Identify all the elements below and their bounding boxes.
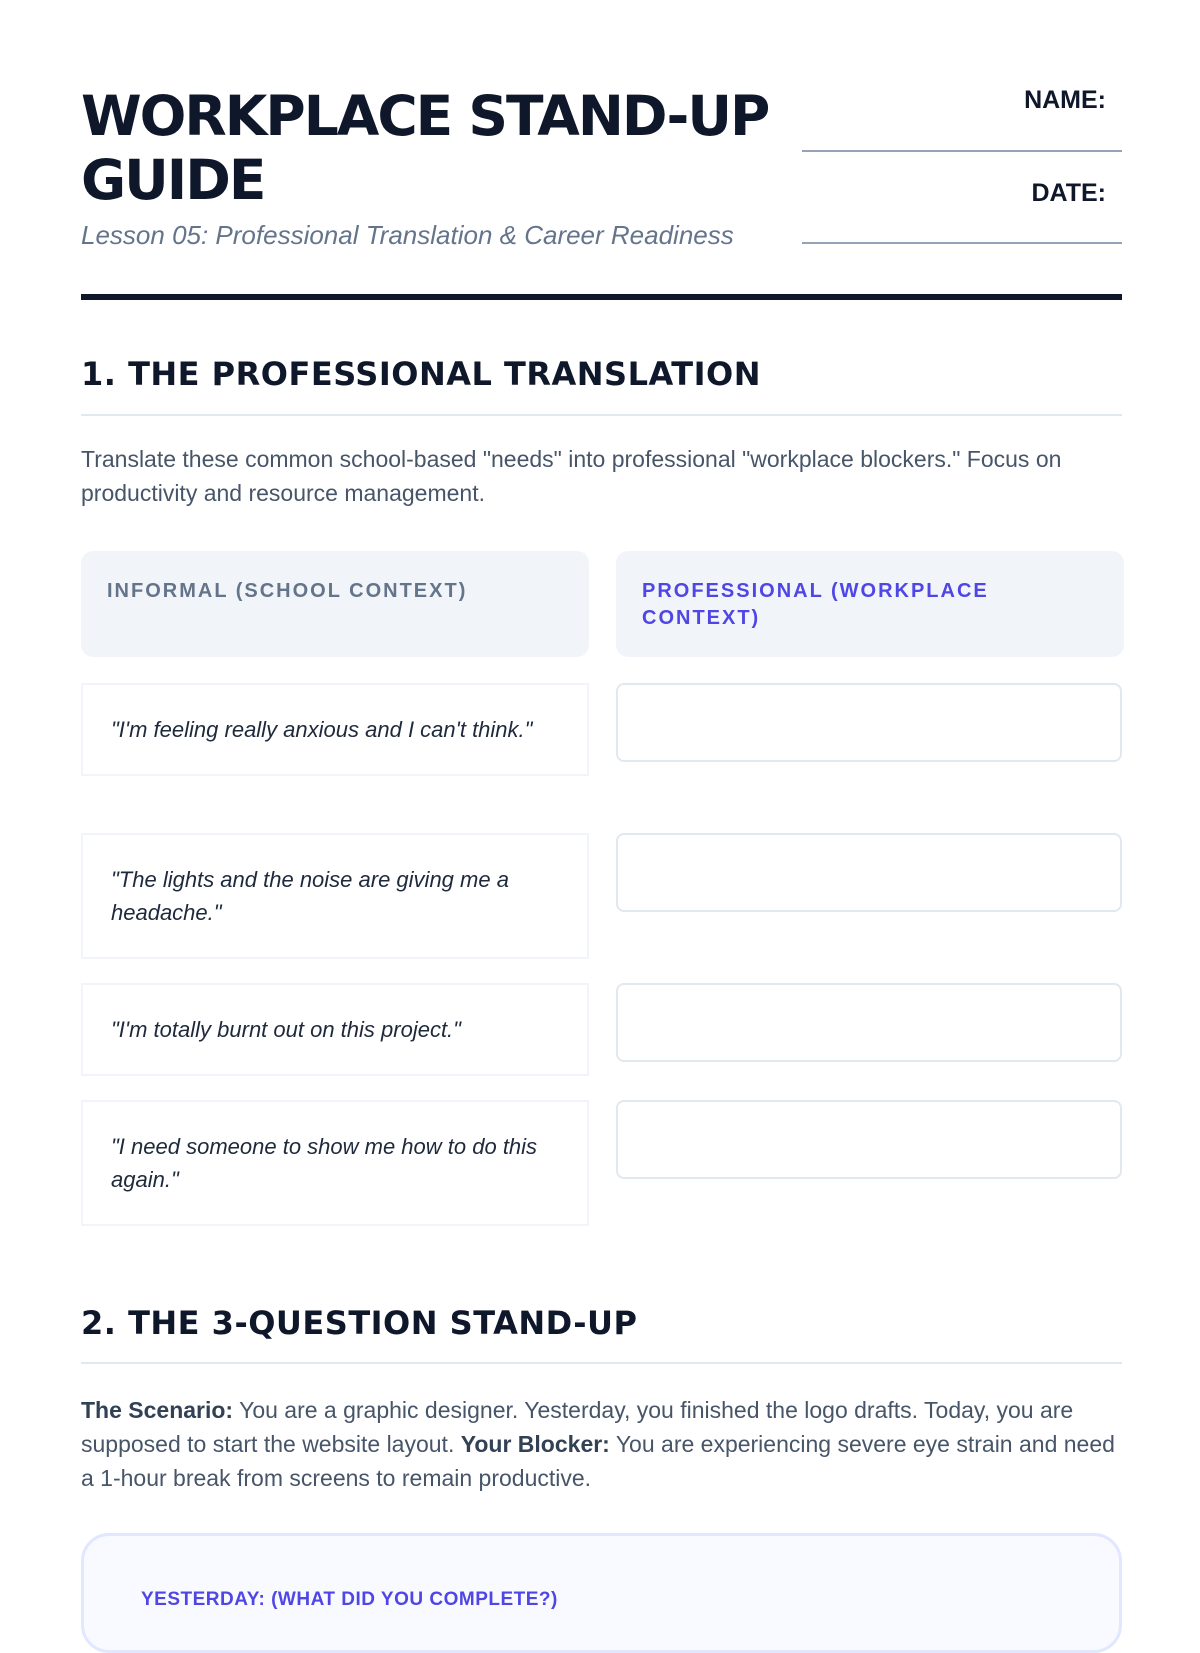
informal-phrase-cell: "I'm totally burnt out on this project." [81, 983, 589, 1076]
section-2-divider [81, 1362, 1122, 1364]
column-header-professional: PROFESSIONAL (WORKPLACE CONTEXT) [616, 551, 1124, 657]
yesterday-label: YESTERDAY: (WHAT DID YOU COMPLETE?) [141, 1589, 558, 1610]
informal-phrase-cell: "I need someone to show me how to do this again." [81, 1100, 589, 1226]
date-label: DATE: [1031, 179, 1106, 207]
name-field[interactable] [802, 150, 1122, 152]
blocker-label: Your Blocker: [460, 1431, 610, 1457]
informal-phrase-cell: "The lights and the noise are giving me a headache." [81, 833, 589, 959]
header-divider [81, 294, 1122, 300]
scenario-label: The Scenario: [81, 1397, 234, 1423]
section-1-title: 1. THE PROFESSIONAL TRANSLATION [81, 355, 761, 393]
date-field[interactable] [802, 242, 1122, 244]
column-header-informal: INFORMAL (SCHOOL CONTEXT) [81, 551, 589, 657]
blocker-text: You are experiencing severe eye strain and need a 1-hour break from screens to remain productive. [81, 1431, 1115, 1491]
page-subtitle: Lesson 05: Professional Translation & Career Readiness [81, 220, 734, 250]
name-label: NAME: [1024, 86, 1106, 114]
professional-answer-field[interactable] [616, 983, 1122, 1062]
professional-answer-field[interactable] [616, 683, 1122, 762]
professional-answer-field[interactable] [616, 1100, 1122, 1179]
section-1-intro: Translate these common school-based "needs" into professional "workplace blockers." Focus on productivity and resource management. [81, 446, 1062, 506]
yesterday-answer-box[interactable] [81, 1533, 1122, 1653]
page-title: WORKPLACE STAND-UP GUIDE [81, 84, 769, 212]
professional-answer-field[interactable] [616, 833, 1122, 912]
scenario-paragraph [81, 1393, 1122, 1495]
informal-phrase-cell: "I'm feeling really anxious and I can't think." [81, 683, 589, 776]
scenario-text: You are a graphic designer. Yesterday, you finished the logo drafts. Today, you are supposed to start the website layout. [81, 1397, 1074, 1457]
section-1-divider [81, 414, 1122, 416]
section-2-title: 2. THE 3-QUESTION STAND-UP [81, 1304, 638, 1342]
